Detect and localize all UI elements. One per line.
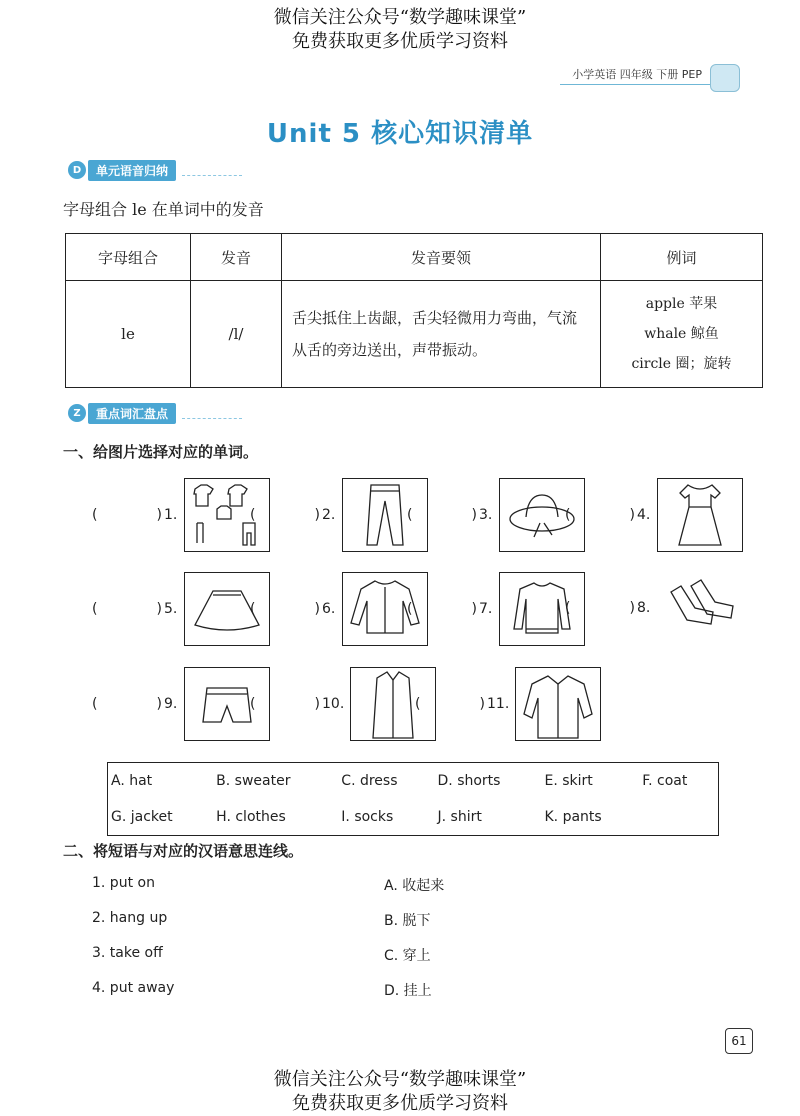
option: F. coat: [642, 773, 688, 789]
answer-blank[interactable]: (: [250, 507, 256, 523]
section-badge: D: [68, 161, 86, 179]
shirt-icon: [515, 667, 601, 741]
page-title: Unit 5 核心知识清单: [266, 119, 534, 149]
picture-item: ( ) 8.: [565, 572, 741, 644]
pronunciation-tip: 舌尖抵住上齿龈，舌尖轻微用力弯曲，气流从舌的旁边送出，声带振动。: [282, 281, 601, 388]
watermark-line1: 微信关注公众号“数学趣味课堂”: [273, 7, 527, 28]
section-tag-vocab: [68, 403, 242, 423]
meaning-right[interactable]: B. 脱下: [384, 913, 431, 929]
phrase-left[interactable]: 1. put on: [92, 875, 155, 891]
option: E. skirt: [544, 773, 593, 789]
watermark-line2: 免费获取更多优质学习资料: [292, 1093, 508, 1114]
letter-combo: le: [66, 281, 191, 388]
option: J. shirt: [437, 809, 482, 825]
item-number: 5.: [164, 601, 178, 617]
item-number: 8.: [637, 600, 651, 616]
example-word: apple 苹果: [645, 296, 718, 312]
answer-blank[interactable]: (: [565, 507, 571, 523]
item-number: 9.: [164, 696, 178, 712]
picture-item: ( ) 9.: [92, 667, 270, 741]
meaning-right[interactable]: D. 挂上: [384, 983, 432, 999]
option: I. socks: [341, 809, 394, 825]
picture-item: ( ) 2.: [250, 478, 428, 552]
phrase-left[interactable]: 3. take off: [92, 945, 163, 961]
option: G. jacket: [111, 809, 173, 825]
picture-item: ( ) 11.: [415, 667, 601, 741]
word-options: [107, 762, 719, 836]
watermark-line2: 免费获取更多优质学习资料: [292, 31, 508, 52]
option: [639, 799, 718, 836]
dress-icon: [657, 478, 743, 552]
option: C. dress: [341, 773, 398, 789]
item-number: 11.: [487, 696, 510, 712]
col-header: 字母组合: [66, 234, 191, 281]
item-number: 6.: [322, 601, 336, 617]
picture-item: ( ) 3.: [407, 478, 585, 552]
example-word: circle 圈；旋转: [631, 356, 732, 372]
paper-plane-icon: [182, 165, 242, 176]
watermark-top: [0, 6, 800, 54]
item-number: 7.: [479, 601, 493, 617]
mascot-icon: [710, 64, 740, 92]
option: D. shorts: [437, 773, 501, 789]
option: B. sweater: [216, 773, 291, 789]
section-label: 重点词汇盘点: [88, 403, 176, 424]
q1-heading: 一、给图片选择对应的单词。: [63, 443, 259, 461]
option: A. hat: [111, 773, 153, 789]
meaning-right[interactable]: C. 穿上: [384, 948, 431, 964]
item-number: 4.: [637, 507, 651, 523]
answer-blank[interactable]: (: [407, 507, 413, 523]
phonics-intro: 字母组合 le 在单词中的发音: [63, 200, 264, 219]
section-label: 单元语音归纳: [88, 160, 176, 181]
item-number: 3.: [479, 507, 493, 523]
example-word: whale 鲸鱼: [644, 326, 719, 342]
option: K. pants: [544, 809, 602, 825]
answer-blank[interactable]: (: [250, 601, 256, 617]
phrase-left[interactable]: 2. hang up: [92, 910, 168, 926]
picture-item: ( ) 1.: [92, 478, 270, 552]
phonics-table: [65, 233, 763, 388]
picture-item: ( ) 5.: [92, 572, 270, 646]
item-number: 10.: [322, 696, 345, 712]
socks-icon: [657, 572, 741, 644]
answer-blank[interactable]: (: [565, 600, 571, 616]
col-header: 发音要领: [282, 234, 601, 281]
option: H. clothes: [216, 809, 286, 825]
col-header: 发音: [191, 234, 282, 281]
example-words: [601, 281, 763, 388]
picture-item: ( ) 6.: [250, 572, 428, 646]
item-number: 1.: [164, 507, 178, 523]
section-tag-phonics: [68, 160, 242, 180]
paper-plane-icon: [182, 408, 242, 419]
phrase-left[interactable]: 4. put away: [92, 980, 175, 996]
answer-blank[interactable]: (: [407, 601, 413, 617]
series-label: 小学英语 四年级 下册 PEP: [572, 68, 702, 81]
picture-item: ( ) 7.: [407, 572, 585, 646]
header-rule: [560, 84, 720, 85]
sound: /l/: [191, 281, 282, 388]
answer-blank[interactable]: (: [415, 696, 421, 712]
picture-item: ( ) 10.: [250, 667, 436, 741]
q2-heading: 二、将短语与对应的汉语意思连线。: [63, 842, 304, 860]
watermark-bottom: [0, 1068, 800, 1116]
item-number: 2.: [322, 507, 336, 523]
page-number: 61: [725, 1028, 753, 1054]
section-badge: Z: [68, 404, 86, 422]
answer-blank[interactable]: (: [92, 696, 98, 712]
col-header: 例词: [601, 234, 763, 281]
watermark-line1: 微信关注公众号“数学趣味课堂”: [273, 1069, 527, 1090]
answer-blank[interactable]: (: [92, 507, 98, 523]
answer-blank[interactable]: (: [250, 696, 256, 712]
meaning-right[interactable]: A. 收起来: [384, 878, 445, 894]
answer-blank[interactable]: (: [92, 601, 98, 617]
picture-item: ( ) 4.: [565, 478, 743, 552]
